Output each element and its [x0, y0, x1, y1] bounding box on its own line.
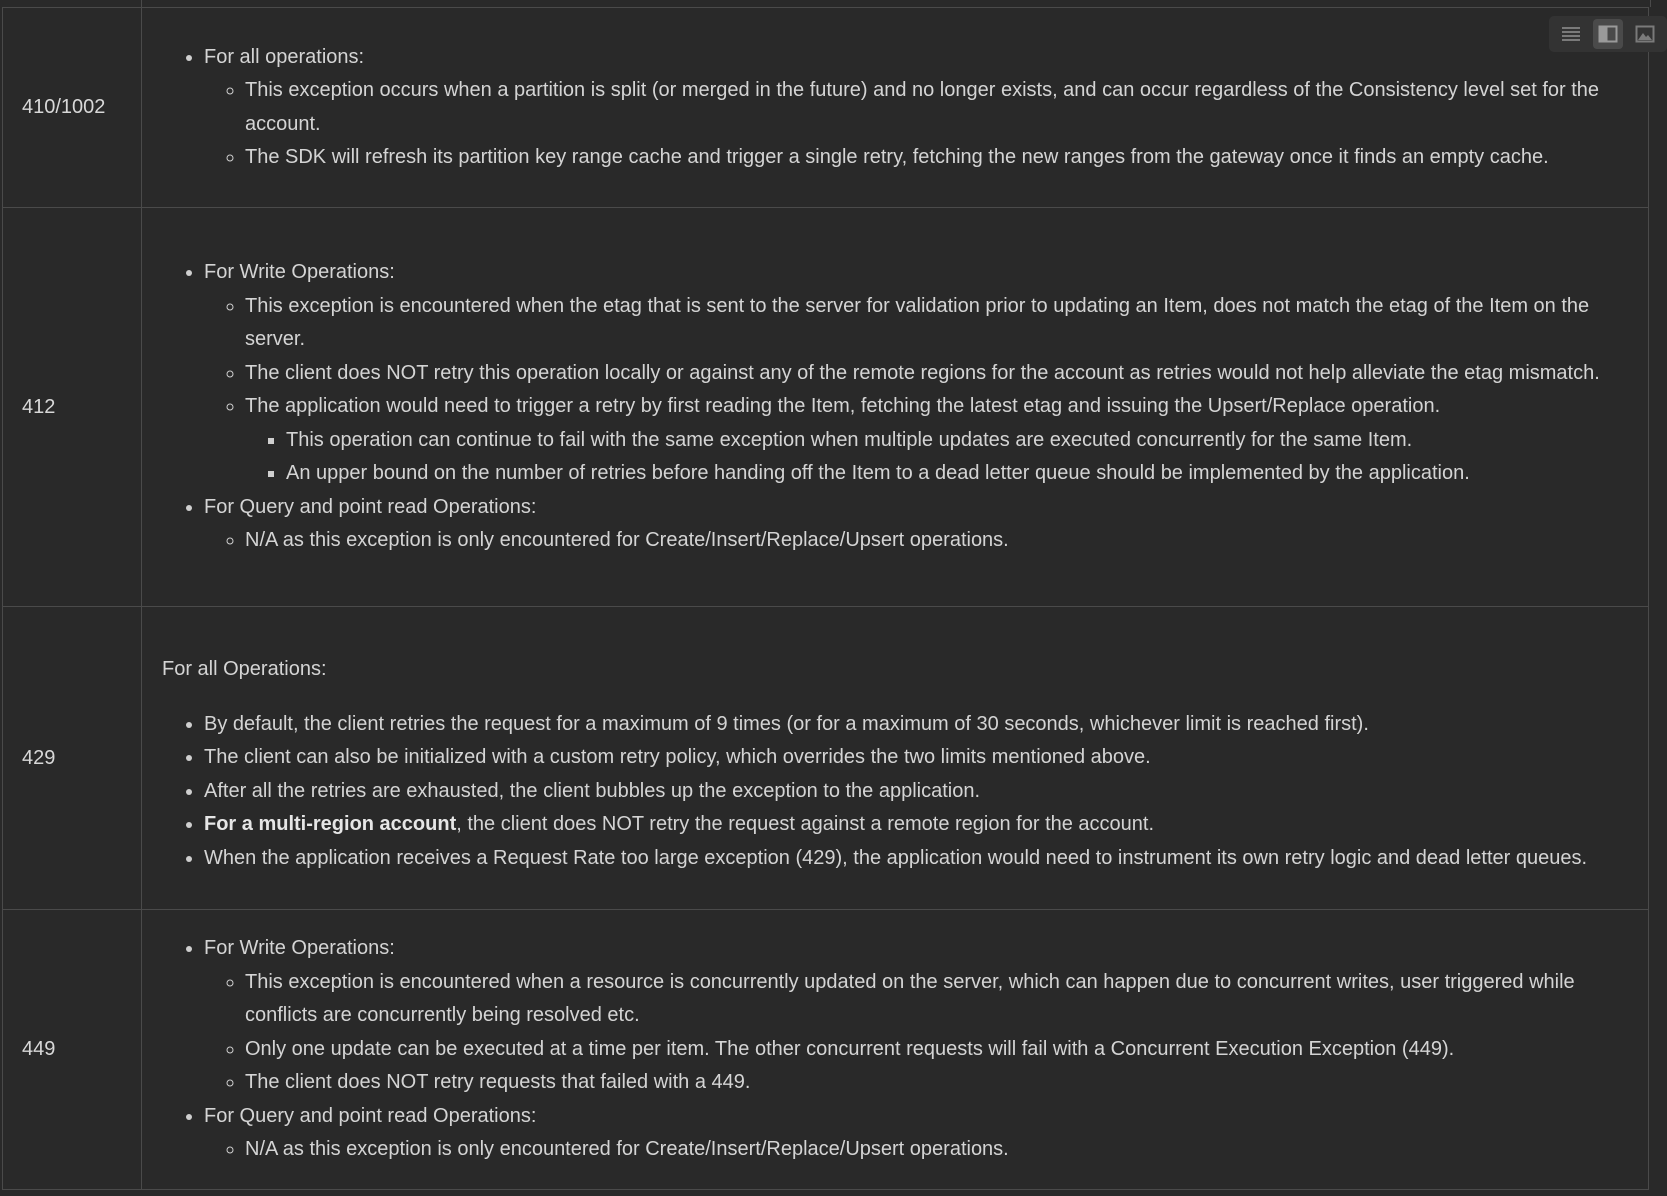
bullet-list: [162, 256, 1626, 558]
table-top-edge: [0, 0, 1651, 7]
list-item: ◦ The client does NOT retry requests that failed with a 449.: [245, 1066, 1626, 1100]
list-item: ◦ The SDK will refresh its partition key range cache and trigger a single retry, fetching the new ranges from the gateway once it finds an empty cache.: [245, 141, 1626, 175]
bold-text: For a multi-region account: [204, 813, 457, 835]
sub-bullet-list: [204, 524, 1626, 558]
list-item: [204, 932, 1626, 1100]
list-item-text: The application would need to trigger a retry by first reading the Item, fetching the latest etag and issuing the Upsert/Replace operation.: [245, 395, 1441, 418]
list-item: ◦ N/A as this exception is only encountered for Create/Insert/Replace/Upsert operations.: [245, 1133, 1626, 1167]
sub-sub-bullet-list: [245, 424, 1626, 491]
list-item: • When the application receives a Request Rate too large exception (429), the application would need to instrument its own retry logic and dead letter queues.: [204, 842, 1626, 876]
status-code-cell: 410/1002: [3, 8, 142, 208]
split-view-button[interactable]: [1593, 19, 1623, 49]
list-item-text: For Query and point read Operations:: [204, 495, 537, 518]
list-item-text: For all operations:: [204, 45, 365, 68]
description-cell: [142, 607, 1649, 910]
table-row: [3, 208, 1649, 607]
list-item: ◦ This exception is encountered when a resource is concurrently updated on the server, which can happen due to concurrent writes, user triggered while conflicts are concurrently being resolved etc.: [245, 966, 1626, 1033]
list-view-button[interactable]: [1556, 19, 1586, 49]
list-item: ◦ This exception is encountered when the etag that is sent to the server for validation prior to updating an Item, does not match the etag of the Item on the server.: [245, 290, 1626, 357]
status-code-table: [2, 7, 1649, 1190]
list-item: ▪ An upper bound on the number of retries before handing off the Item to a dead letter queue should be implemented by the application.: [286, 457, 1626, 491]
description-cell: [142, 8, 1649, 208]
list-item: [245, 390, 1626, 491]
list-item: [204, 1100, 1626, 1167]
image-view-icon: [1635, 25, 1655, 43]
list-item: ◦ N/A as this exception is only encountered for Create/Insert/Replace/Upsert operations.: [245, 524, 1626, 558]
status-code-cell: 449: [3, 910, 142, 1190]
image-view-button[interactable]: [1630, 19, 1660, 49]
description-cell: [142, 208, 1649, 607]
bullet-list: [162, 41, 1626, 175]
list-item: • The client can also be initialized with a custom retry policy, which overrides the two limits mentioned above.: [204, 741, 1626, 775]
list-item-text: , the client does NOT retry the request against a remote region for the account.: [456, 813, 1155, 835]
paragraph: For all Operations:: [162, 658, 327, 680]
bullet-list: [162, 708, 1626, 876]
table-row: [3, 8, 1649, 208]
status-code-cell: 412: [3, 208, 142, 607]
sub-bullet-list: [204, 966, 1626, 1100]
list-item: [204, 256, 1626, 491]
table-row: [3, 910, 1649, 1190]
list-item: [204, 41, 1626, 175]
list-item: [204, 808, 1626, 842]
sub-bullet-list: [204, 74, 1626, 175]
list-item: • After all the retries are exhausted, the client bubbles up the exception to the application.: [204, 775, 1626, 809]
list-item: • By default, the client retries the request for a maximum of 9 times (or for a maximum of 30 seconds, whichever limit is reached first).: [204, 708, 1626, 742]
bullet-list: [162, 932, 1626, 1167]
list-item: ◦ Only one update can be executed at a time per item. The other concurrent requests will fail with a Concurrent Execution Exception (449).: [245, 1033, 1626, 1067]
list-item: ◦ The client does NOT retry this operation locally or against any of the remote regions for the account as retries would not help alleviate the etag mismatch.: [245, 357, 1626, 391]
list-item-text: For Write Operations:: [204, 261, 395, 284]
list-item: [204, 491, 1626, 558]
list-item: ◦ This exception occurs when a partition is split (or merged in the future) and no longer exists, and can occur regardless of the Consistency level set for the account.: [245, 74, 1626, 141]
description-cell: [142, 910, 1649, 1190]
list-view-icon: [1561, 25, 1581, 43]
split-view-icon: [1598, 25, 1618, 43]
sub-bullet-list: [204, 290, 1626, 491]
list-item-text: For Query and point read Operations:: [204, 1104, 537, 1127]
list-item: ▪ This operation can continue to fail with the same exception when multiple updates are executed concurrently for the same Item.: [286, 424, 1626, 458]
sub-bullet-list: [204, 1133, 1626, 1167]
status-code-cell: 429: [3, 607, 142, 910]
table-row: [3, 607, 1649, 910]
view-mode-toolbar: [1549, 16, 1667, 52]
list-item-text: For Write Operations:: [204, 937, 395, 960]
